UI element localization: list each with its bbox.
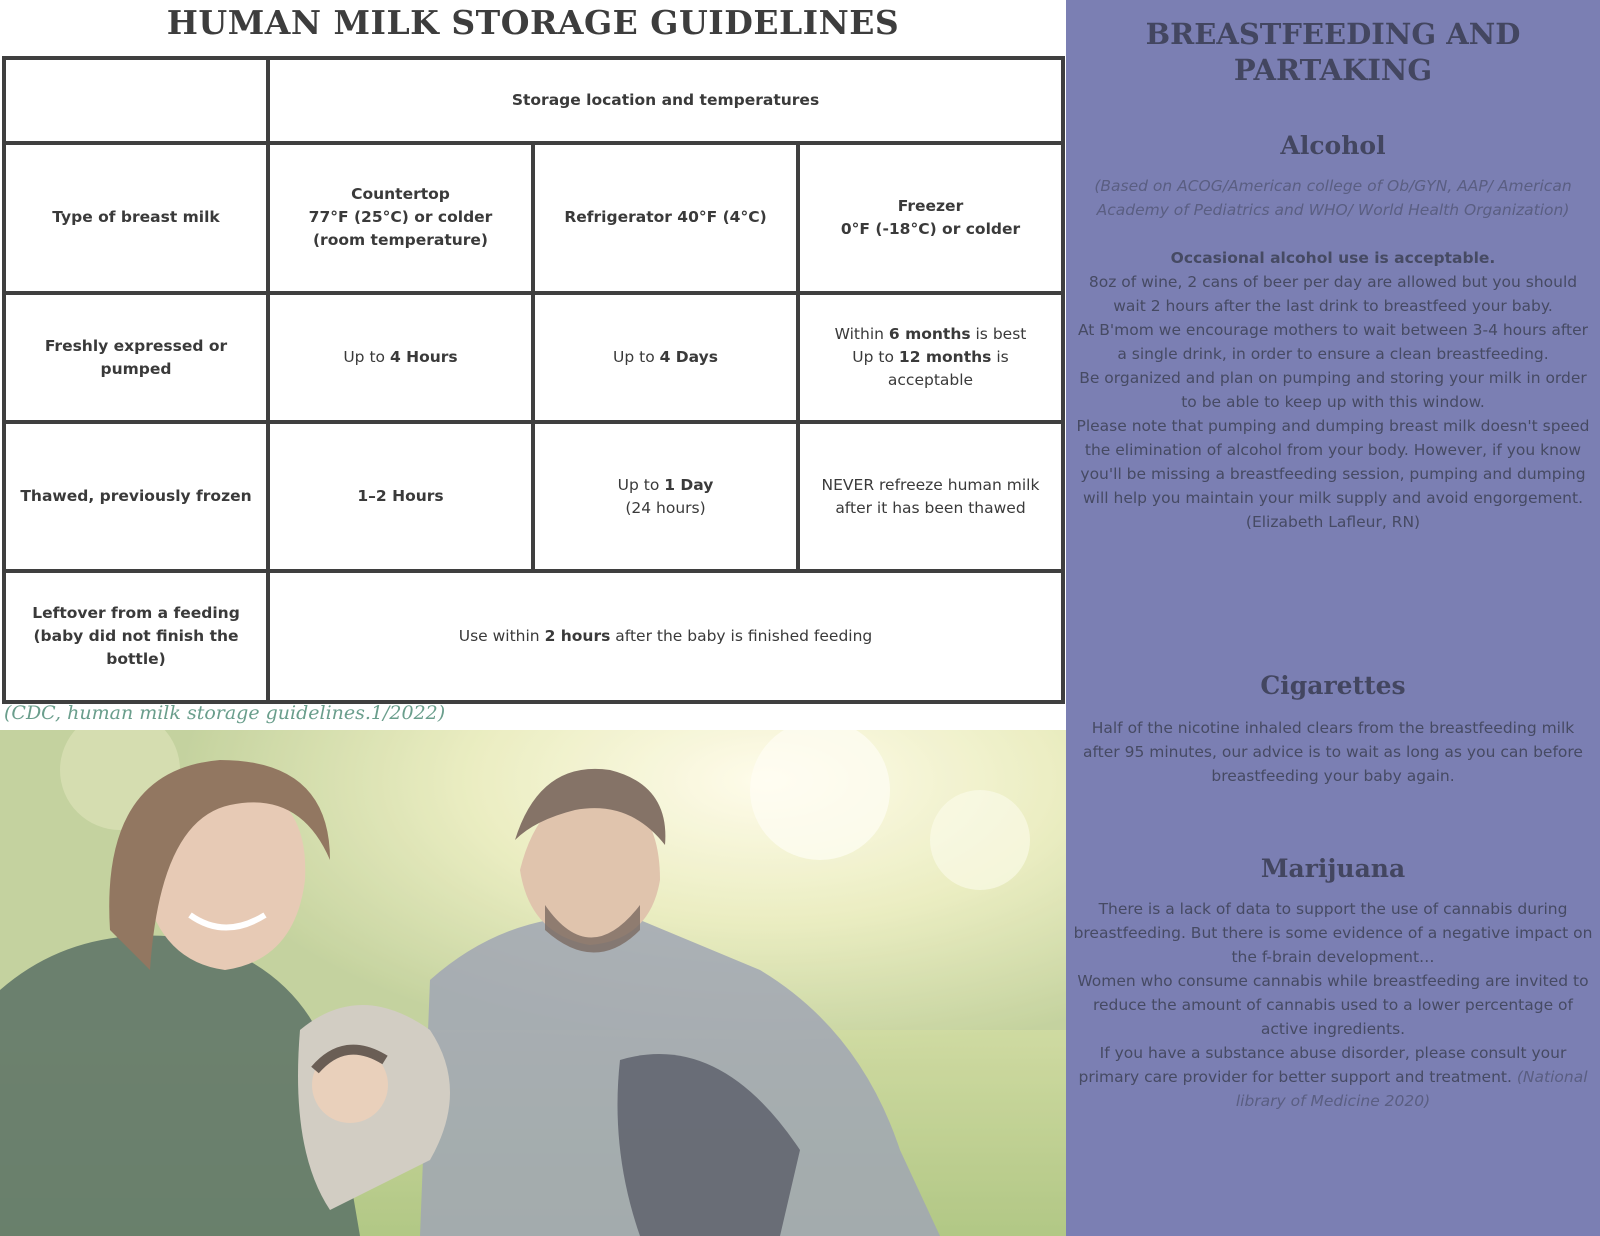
alcohol-paragraph-4: Please note that pumping and dumping breast milk doesn't speed the elimination of alcohol from your body. However, if you know you'll be missing a breastfeeding session, pumping and dumping will help you maintain your milk supply and avoid engorgement. (Elizabeth Lafleur, RN): [1076, 417, 1590, 531]
cigarettes-paragraph: Half of the nicotine inhaled clears from the breastfeeding milk after 95 minutes, our advice is to wait as long as you can before breastfeeding your baby again.: [1083, 719, 1583, 785]
row-label-leftover: Leftover from a feeding (baby did not finish the bottle): [4, 571, 268, 702]
alcohol-section: [1072, 174, 1594, 534]
marijuana-paragraph-3: If you have a substance abuse disorder, please consult your primary care provider for better support and treatment. (National library of Medicine 2020): [1078, 1044, 1588, 1110]
alcohol-paragraph-1: 8oz of wine, 2 cans of beer per day are allowed but you should wait 2 hours after the last drink to breastfeed your baby.: [1088, 273, 1578, 315]
table-row: [4, 143, 1063, 294]
storage-location-header: Storage location and temperatures: [268, 58, 1063, 143]
freezer-header: Freezer 0°F (-18°C) or colder: [798, 143, 1063, 294]
alcohol-lead: Occasional alcohol use is acceptable.: [1170, 249, 1496, 267]
thawed-countertop-cell: 1–2 Hours: [268, 422, 533, 571]
storage-table: [2, 56, 1065, 704]
partaking-panel: [1066, 0, 1600, 1236]
row-label-thawed: Thawed, previously frozen: [4, 422, 268, 571]
alcohol-source: (Based on ACOG/American college of Ob/GYN, AAP/ American Academy of Pediatrics and WHO/ World Health Organization): [1094, 177, 1572, 219]
fresh-freezer-cell: Within 6 months is best Up to 12 months is acceptable: [798, 293, 1063, 422]
family-breastfeeding-photo: [0, 730, 1066, 1236]
cigarettes-section: [1072, 716, 1594, 788]
page-title: HUMAN MILK STORAGE GUIDELINES: [166, 3, 900, 42]
marijuana-source: (National library of Medicine 2020): [1235, 1068, 1588, 1110]
row-label-fresh: Freshly expressed or pumped: [4, 293, 268, 422]
empty-corner-cell: [4, 58, 268, 143]
photo-illustration: [0, 730, 1066, 1236]
leftover-value-cell: Use within 2 hours after the baby is finished feeding: [268, 571, 1063, 702]
alcohol-paragraph-2: At B'mom we encourage mothers to wait between 3-4 hours after a single drink, in order to ensure a clean breastfeeding.: [1077, 321, 1589, 363]
fresh-refrigerator-cell: Up to 4 Days: [533, 293, 798, 422]
marijuana-heading: Marijuana: [1260, 854, 1406, 883]
refrigerator-header: Refrigerator 40°F (4°C): [533, 143, 798, 294]
table-row: [4, 422, 1063, 571]
countertop-header: Countertop 77°F (25°C) or colder (room temperature): [268, 143, 533, 294]
source-caption: (CDC, human milk storage guidelines.1/2022): [4, 702, 446, 724]
marijuana-paragraph-1: There is a lack of data to support the use of cannabis during breastfeeding. But there is some evidence of a negative impact on the f-brain development…: [1073, 900, 1593, 966]
fresh-countertop-cell: Up to 4 Hours: [268, 293, 533, 422]
table-row: [4, 293, 1063, 422]
cigarettes-heading: Cigarettes: [1260, 671, 1406, 700]
alcohol-paragraph-3: Be organized and plan on pumping and storing your milk in order to be able to keep up with this window.: [1079, 369, 1587, 411]
alcohol-heading: Alcohol: [1280, 131, 1386, 160]
panel-title: BREASTFEEDING AND PARTAKING: [1145, 17, 1521, 87]
type-header: Type of breast milk: [4, 143, 268, 294]
marijuana-section: [1072, 897, 1594, 1113]
marijuana-paragraph-2: Women who consume cannabis while breastfeeding are invited to reduce the amount of cannabis used to a lower percentage of active ingredients.: [1077, 972, 1589, 1038]
table-row: [4, 58, 1063, 143]
thawed-freezer-cell: NEVER refreeze human milk after it has been thawed: [798, 422, 1063, 571]
table-row: [4, 571, 1063, 702]
thawed-refrigerator-cell: Up to 1 Day (24 hours): [533, 422, 798, 571]
